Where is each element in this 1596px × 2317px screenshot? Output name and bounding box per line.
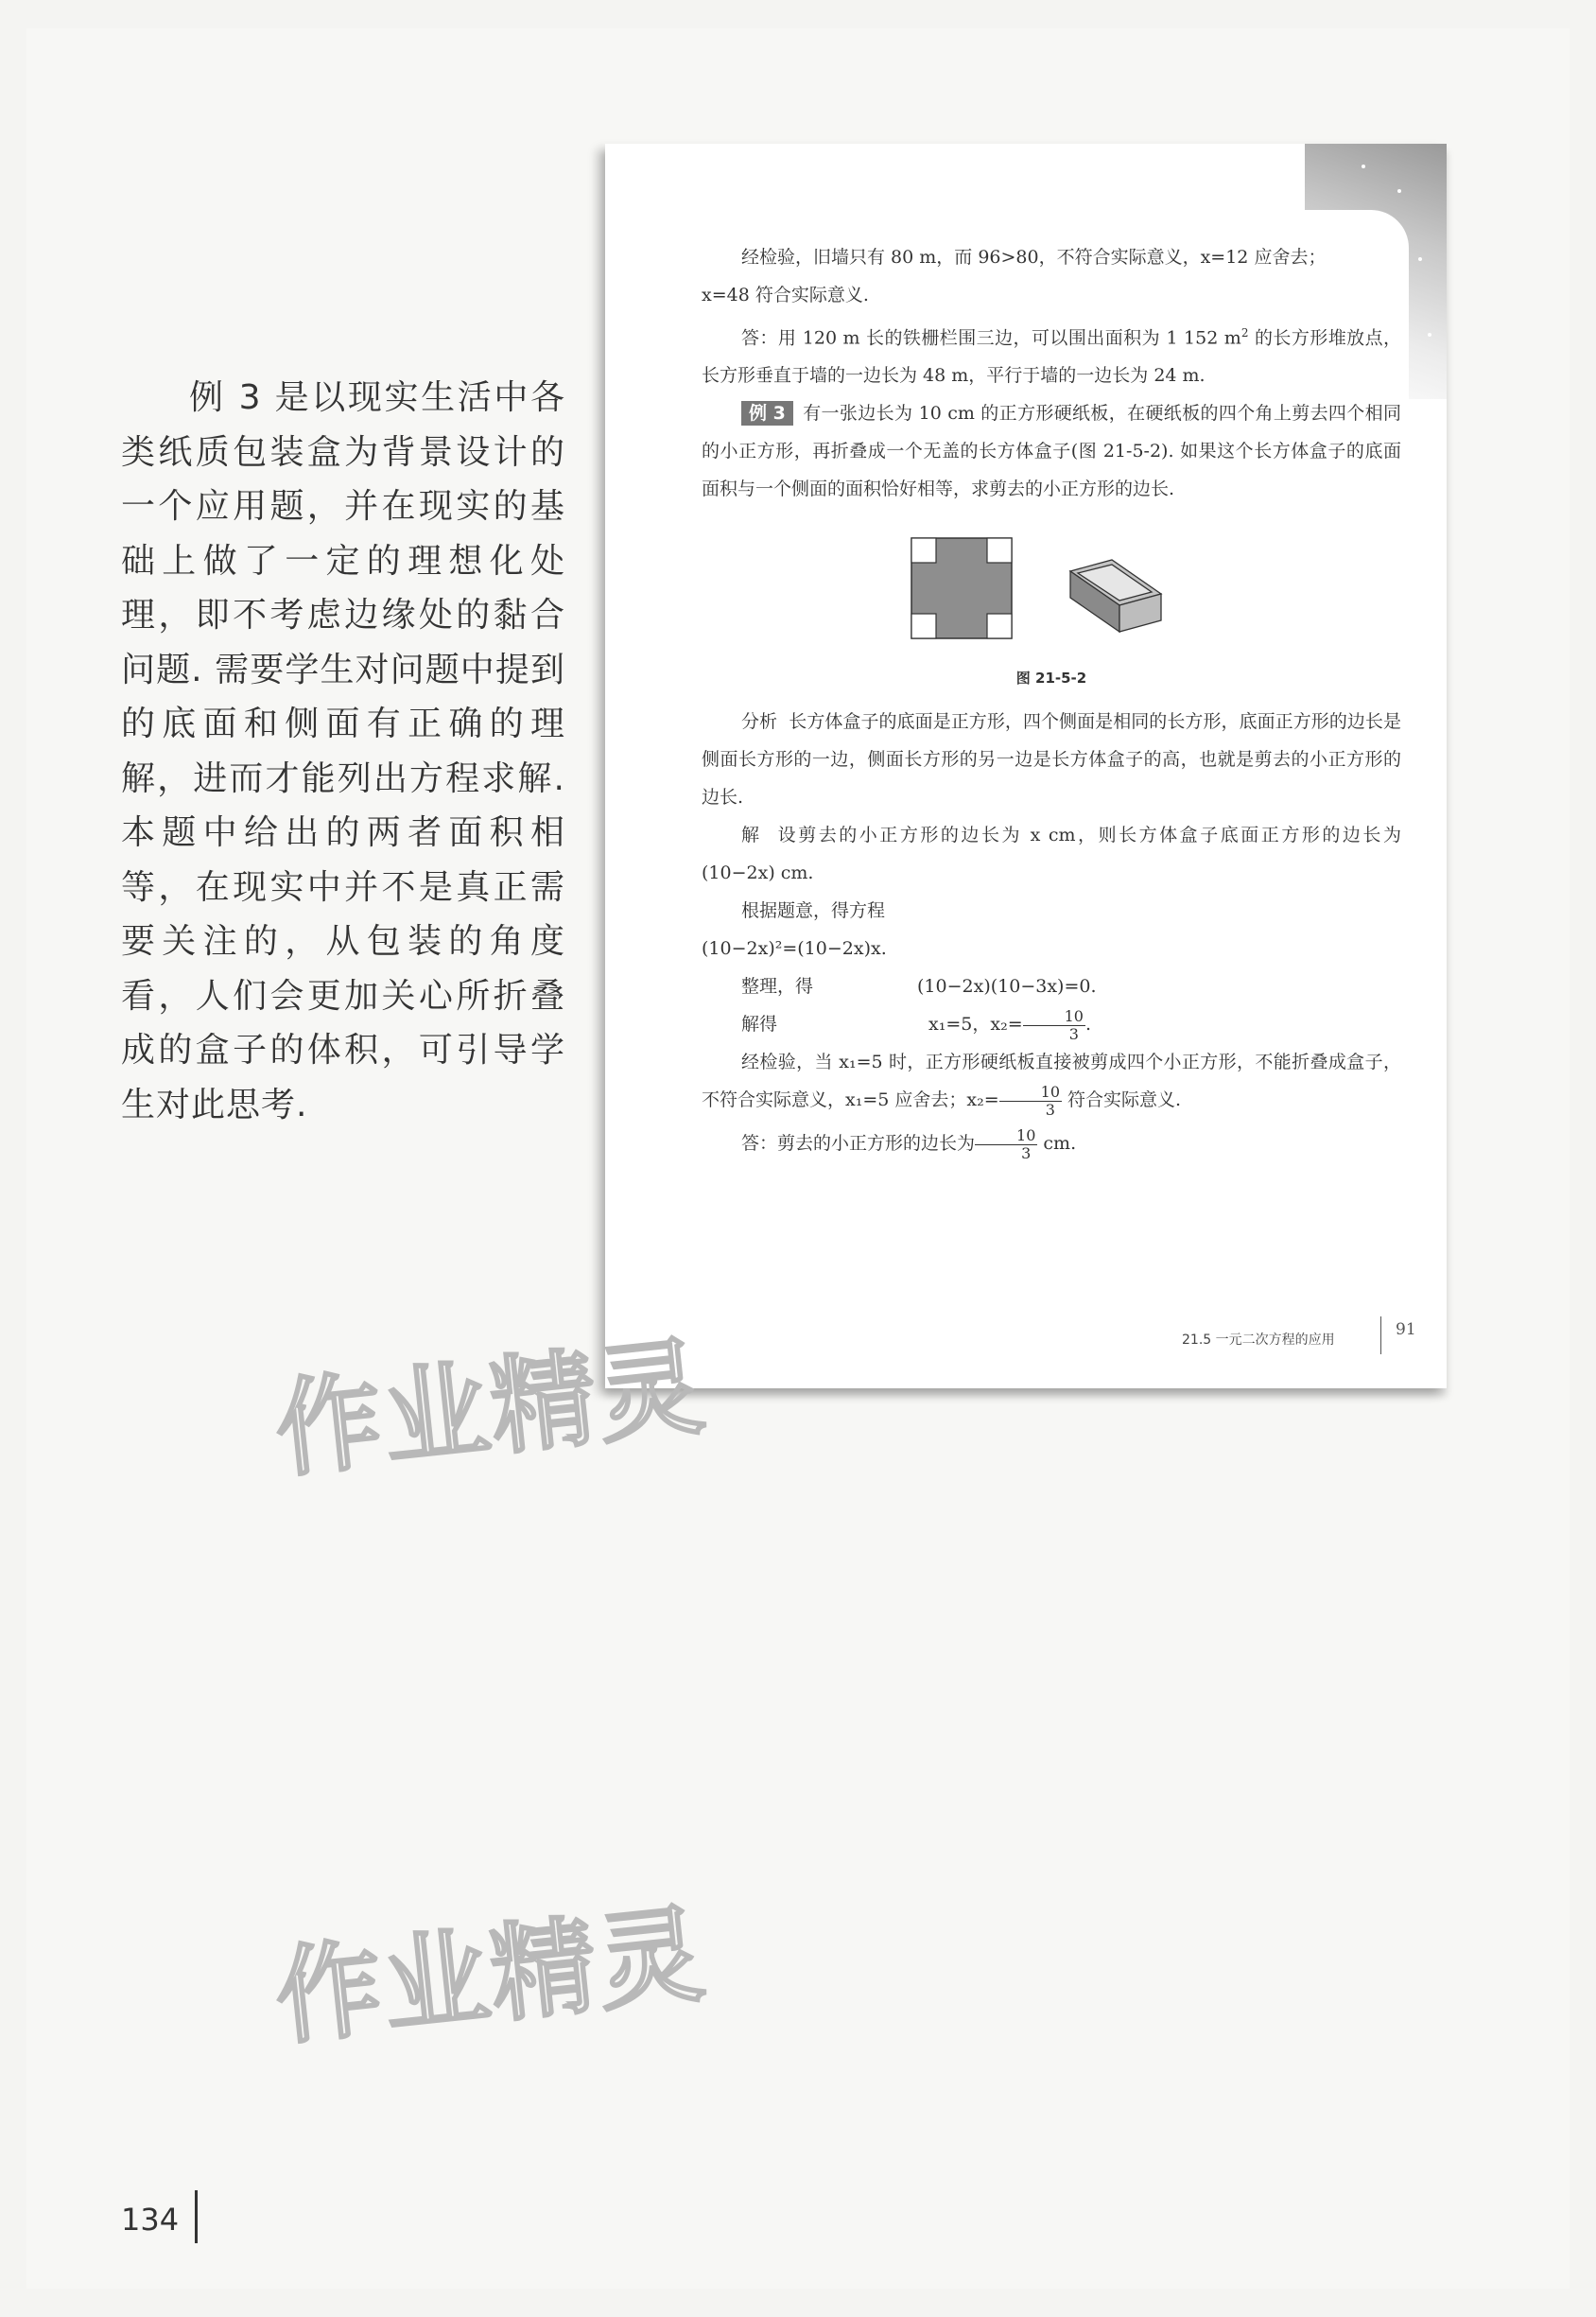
textbook-page: [605, 144, 1447, 1388]
check-paragraph-1: 经检验，旧墙只有 80 m，而 96>80，不符合实际意义，x=12 应舍去；: [741, 247, 1327, 268]
check-paragraph-1-cont: x=48 符合实际意义.: [702, 285, 869, 305]
fraction-ten-thirds: $\frac{10}{3}$: [1023, 1008, 1085, 1043]
textbook-text: [702, 238, 1401, 1162]
simplify-line: 整理，得 (10−2x)(10−3x)=0.: [741, 976, 1097, 998]
example-label: 例 3: [741, 401, 793, 426]
section-title: 21.5 一元二次方程的应用: [1182, 1333, 1335, 1348]
analysis-label: 分析: [741, 711, 778, 733]
figure-caption: 图 21-5-2: [1015, 670, 1087, 688]
fraction-ten-thirds: $\frac{10}{3}$: [999, 1084, 1062, 1119]
example-paragraph: 例 3 有一张边长为 10 cm 的正方形硬纸板，在硬纸板的四个角上剪去四个相同的小正方形，再折叠成一个无盖的长方体盒子(图 21-5-2). 如果这个长方体盒子的底面面积与一个侧面的面积恰好相等，求剪去的小正方形的边长.: [702, 403, 1401, 500]
watermark-top: 作业精灵: [269, 1325, 712, 1493]
check-paragraph-2: 经检验，当 x₁=5 时，正方形硬纸板直接被剪成四个小正方形，不能折叠成盒子，不符合实际意义，x₁=5 应舍去；x₂= $\frac{10}{3}$ 符合实际意义.: [702, 1052, 1401, 1119]
textbook-page-number: 91: [1396, 1320, 1416, 1339]
equation-1: (10−2x)²=(10−2x)x.: [702, 938, 887, 960]
fraction-ten-thirds: $\frac{10}{3}$: [975, 1127, 1037, 1162]
watermark-bottom: 作业精灵: [269, 1892, 712, 2061]
solution-label: 解: [741, 825, 762, 846]
equation-2: (10−2x)(10−3x)=0.: [917, 976, 1097, 998]
page-number-rule: [195, 2190, 198, 2243]
footer-divider: [1380, 1316, 1381, 1354]
answer-paragraph-2: 答：剪去的小正方形的边长为 $\frac{10}{3}$ cm.: [741, 1125, 1077, 1162]
cut-square-and-box-diagram: [702, 517, 1401, 659]
textbook-footer: [1182, 1316, 1428, 1364]
figure-21-5-2: [702, 517, 1401, 659]
solution-paragraph: 解 设剪去的小正方形的边长为 x cm，则长方体盒子底面正方形的边长为 (10−2x) cm.: [702, 825, 1401, 884]
teacher-note: [121, 371, 565, 1132]
page-number: 134: [121, 2202, 180, 2238]
by-problem-line: 根据题意，得方程: [741, 900, 886, 922]
teacher-note-text: 例 3 是以现实生活中各类纸质包装盒为背景设计的一个应用题，并在现实的基础上做了一定的理想化处理，即不考虑边缘处的黏合问题. 需要学生对问题中提到的底面和侧面有正确的理解，进而才能列出方程求解. 本题中给出的两者面积相等，在现实中并不是真正需要关注的，从包装的角度看，人们会更加关心所折叠成的盒子的体积，可引导学生对此思考.: [121, 378, 565, 1124]
analysis-paragraph: 分析 长方体盒子的底面是正方形，四个侧面是相同的长方形，底面正方形的边长是侧面长方形的一边，侧面长方形的另一边是长方体盒子的高，也就是剪去的小正方形的边长.: [702, 711, 1401, 809]
answer-paragraph-1: 答：用 120 m 长的铁栅栏围三边，可以围出面积为 1 152 $m^2$ 的长方形堆放点，长方形垂直于墙的一边长为 48 m，平行于墙的一边长为 24 m.: [702, 326, 1402, 387]
solve-line: 解得 x₁=5，x₂= $\frac{10}{3}$ .: [741, 1006, 1092, 1043]
